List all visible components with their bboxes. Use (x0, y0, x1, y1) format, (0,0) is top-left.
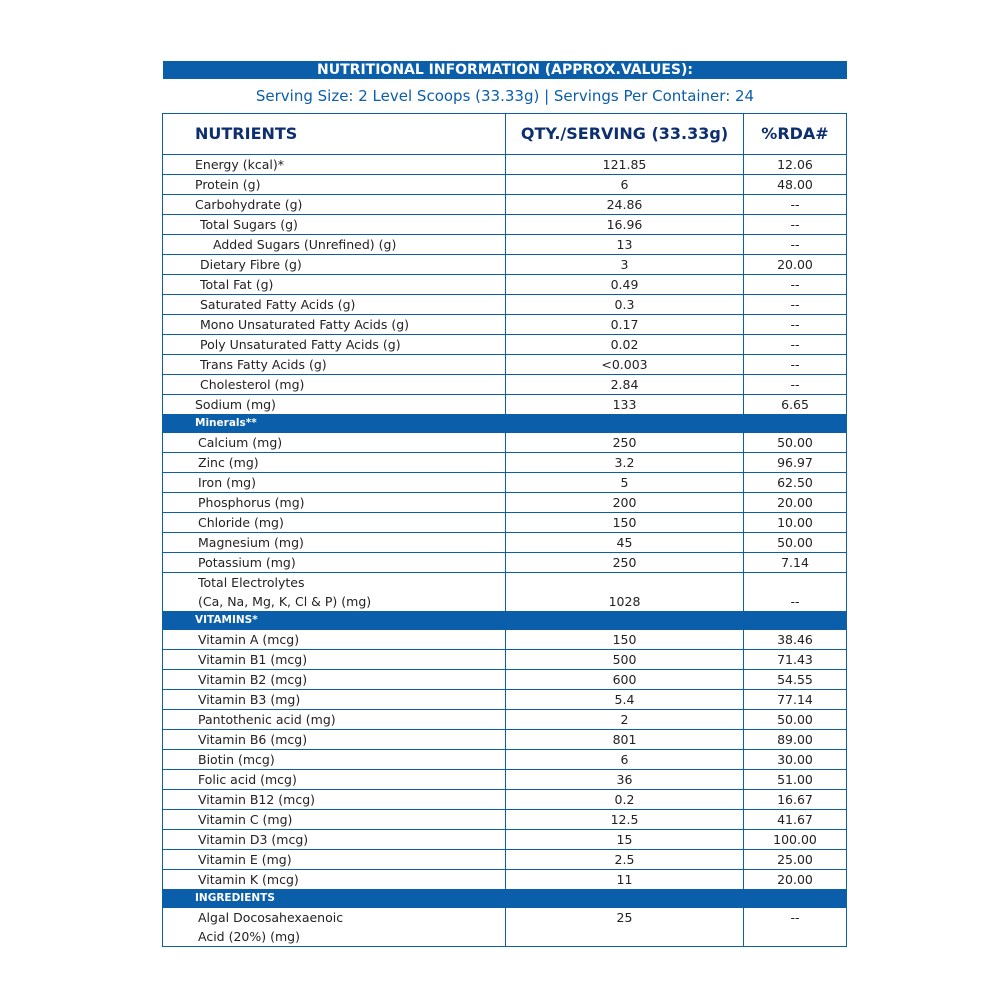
nutrient-row (163, 335, 847, 355)
nutrient-name: Iron (mg) (163, 473, 506, 493)
rda-value: -- (744, 335, 847, 355)
vitamin-row (163, 730, 847, 750)
serving-info: Serving Size: 2 Level Scoops (33.33g) | Servings Per Container: 24 (255, 87, 755, 105)
qty-value: 5.4 (506, 690, 744, 710)
nutrient-row (163, 235, 847, 255)
nutrient-row (163, 315, 847, 335)
qty-value: 6 (506, 175, 744, 195)
nutrient-name: Energy (kcal)* (163, 155, 506, 175)
nutrient-name: Total Fat (g) (163, 275, 506, 295)
nutrient-name: Vitamin D3 (mcg) (163, 830, 506, 850)
nutrient-name: Vitamin B12 (mcg) (163, 790, 506, 810)
nutrient-name: Vitamin E (mg) (163, 850, 506, 870)
rda-value: 12.06 (744, 155, 847, 175)
nutrient-name: Pantothenic acid (mg) (163, 710, 506, 730)
qty-value: 1028 (506, 573, 744, 612)
rda-value: 100.00 (744, 830, 847, 850)
rda-value: -- (744, 908, 847, 947)
qty-value: 5 (506, 473, 744, 493)
qty-value: <0.003 (506, 355, 744, 375)
nutrient-row (163, 215, 847, 235)
ingredient-row (163, 908, 847, 947)
qty-value: 12.5 (506, 810, 744, 830)
nutrient-name: Phosphorus (mg) (163, 493, 506, 513)
nutrient-name: Carbohydrate (g) (163, 195, 506, 215)
rda-value: 62.50 (744, 473, 847, 493)
qty-value: 36 (506, 770, 744, 790)
nutrient-name: Calcium (mg) (163, 433, 506, 453)
vitamin-row (163, 630, 847, 650)
rda-value: -- (744, 375, 847, 395)
vitamin-row (163, 770, 847, 790)
qty-value: 250 (506, 433, 744, 453)
minerals-section-header (163, 415, 847, 433)
rda-value: 6.65 (744, 395, 847, 415)
qty-value: 0.17 (506, 315, 744, 335)
qty-value: 150 (506, 513, 744, 533)
vitamin-row (163, 690, 847, 710)
nutrient-name (163, 908, 506, 947)
vitamin-row (163, 750, 847, 770)
nutrient-name: Vitamin B1 (mcg) (163, 650, 506, 670)
qty-value: 133 (506, 395, 744, 415)
qty-value: 13 (506, 235, 744, 255)
qty-value: 3 (506, 255, 744, 275)
nutrient-name: Trans Fatty Acids (g) (163, 355, 506, 375)
nutrient-row (163, 295, 847, 315)
vitamin-row (163, 710, 847, 730)
rda-value: -- (744, 573, 847, 612)
vitamin-row (163, 670, 847, 690)
vitamin-row (163, 810, 847, 830)
rda-value: 30.00 (744, 750, 847, 770)
rda-value: 25.00 (744, 850, 847, 870)
nutrient-row (163, 395, 847, 415)
qty-value: 0.02 (506, 335, 744, 355)
qty-value: 121.85 (506, 155, 744, 175)
nutrient-name: Zinc (mg) (163, 453, 506, 473)
qty-value: 0.49 (506, 275, 744, 295)
qty-value: 6 (506, 750, 744, 770)
rda-value: 96.97 (744, 453, 847, 473)
nutrient-name: Dietary Fibre (g) (163, 255, 506, 275)
qty-value: 24.86 (506, 195, 744, 215)
qty-value: 2.5 (506, 850, 744, 870)
nutrient-name: Cholesterol (mg) (163, 375, 506, 395)
qty-value: 11 (506, 870, 744, 890)
qty-value: 200 (506, 493, 744, 513)
rda-value: -- (744, 235, 847, 255)
mineral-row (163, 513, 847, 533)
nutrient-row (163, 355, 847, 375)
vitamins-section-header (163, 612, 847, 630)
rda-value: -- (744, 275, 847, 295)
nutrient-row (163, 255, 847, 275)
header-nutrients: NUTRIENTS (163, 114, 506, 155)
vitamin-row (163, 870, 847, 890)
rda-value: 16.67 (744, 790, 847, 810)
header-rda: %RDA# (744, 114, 847, 155)
nutrient-name-line1: Algal Docosahexaenoic (198, 910, 344, 925)
nutrient-name: Vitamin B3 (mg) (163, 690, 506, 710)
rda-value: 50.00 (744, 433, 847, 453)
rda-value: -- (744, 315, 847, 335)
rda-value: 71.43 (744, 650, 847, 670)
mineral-row (163, 453, 847, 473)
nutrient-name: Biotin (mcg) (163, 750, 506, 770)
nutrient-name: Added Sugars (Unrefined) (g) (163, 235, 506, 255)
rda-value: 38.46 (744, 630, 847, 650)
nutrient-row (163, 195, 847, 215)
rda-value: 77.14 (744, 690, 847, 710)
rda-value: -- (744, 295, 847, 315)
nutrient-name (163, 573, 506, 612)
rda-value: 48.00 (744, 175, 847, 195)
nutrient-row (163, 175, 847, 195)
vitamin-row (163, 830, 847, 850)
mineral-row (163, 553, 847, 573)
rda-value: -- (744, 215, 847, 235)
table-header-row (163, 114, 847, 155)
qty-value: 0.3 (506, 295, 744, 315)
vitamin-row (163, 650, 847, 670)
qty-value: 600 (506, 670, 744, 690)
nutrient-row (163, 275, 847, 295)
nutrition-table (162, 113, 847, 947)
rda-value: 54.55 (744, 670, 847, 690)
rda-value: -- (744, 195, 847, 215)
nutrient-name: Mono Unsaturated Fatty Acids (g) (163, 315, 506, 335)
qty-value: 2 (506, 710, 744, 730)
vitamins-section-header-label: VITAMINS* (163, 612, 847, 630)
nutrient-name-line1: Total Electrolytes (198, 575, 305, 590)
qty-value: 15 (506, 830, 744, 850)
nutrient-name: Magnesium (mg) (163, 533, 506, 553)
qty-value: 3.2 (506, 453, 744, 473)
mineral-row (163, 533, 847, 553)
nutrition-table-body (163, 114, 847, 947)
nutrient-name: Vitamin B6 (mcg) (163, 730, 506, 750)
ingredients-section-header-label: INGREDIENTS (163, 890, 847, 908)
mineral-row (163, 473, 847, 493)
minerals-section-header-label: Minerals** (163, 415, 847, 433)
nutrient-row (163, 155, 847, 175)
qty-value: 150 (506, 630, 744, 650)
rda-value: 50.00 (744, 533, 847, 553)
rda-value: 41.67 (744, 810, 847, 830)
nutrient-name: Saturated Fatty Acids (g) (163, 295, 506, 315)
vitamin-row (163, 790, 847, 810)
qty-value: 250 (506, 553, 744, 573)
qty-value: 801 (506, 730, 744, 750)
nutrient-row (163, 375, 847, 395)
rda-value: -- (744, 355, 847, 375)
header-qty: QTY./SERVING (33.33g) (506, 114, 744, 155)
qty-value: 0.2 (506, 790, 744, 810)
rda-value: 10.00 (744, 513, 847, 533)
nutrient-name: Total Sugars (g) (163, 215, 506, 235)
mineral-row (163, 493, 847, 513)
nutrient-name: Sodium (mg) (163, 395, 506, 415)
rda-value: 89.00 (744, 730, 847, 750)
vitamin-row (163, 850, 847, 870)
nutrient-name-line2: (Ca, Na, Mg, K, Cl & P) (mg) (198, 594, 372, 609)
rda-value: 20.00 (744, 493, 847, 513)
nutrient-name: Chloride (mg) (163, 513, 506, 533)
qty-value: 2.84 (506, 375, 744, 395)
rda-value: 20.00 (744, 870, 847, 890)
rda-value: 51.00 (744, 770, 847, 790)
nutrient-name: Vitamin K (mcg) (163, 870, 506, 890)
qty-value: 500 (506, 650, 744, 670)
qty-value: 45 (506, 533, 744, 553)
rda-value: 50.00 (744, 710, 847, 730)
nutrient-name: Vitamin C (mg) (163, 810, 506, 830)
qty-value: 16.96 (506, 215, 744, 235)
nutrient-name: Vitamin B2 (mcg) (163, 670, 506, 690)
ingredients-section-header (163, 890, 847, 908)
mineral-row (163, 433, 847, 453)
nutrient-name: Poly Unsaturated Fatty Acids (g) (163, 335, 506, 355)
rda-value: 7.14 (744, 553, 847, 573)
nutrient-name: Vitamin A (mcg) (163, 630, 506, 650)
nutrient-name: Potassium (mg) (163, 553, 506, 573)
nutrient-name-line2: Acid (20%) (mg) (198, 929, 300, 944)
rda-value: 20.00 (744, 255, 847, 275)
nutrient-name: Protein (g) (163, 175, 506, 195)
electrolytes-row (163, 573, 847, 612)
qty-value: 25 (506, 908, 744, 947)
nutrient-name: Folic acid (mcg) (163, 770, 506, 790)
page-title: NUTRITIONAL INFORMATION (APPROX.VALUES): (163, 61, 847, 79)
